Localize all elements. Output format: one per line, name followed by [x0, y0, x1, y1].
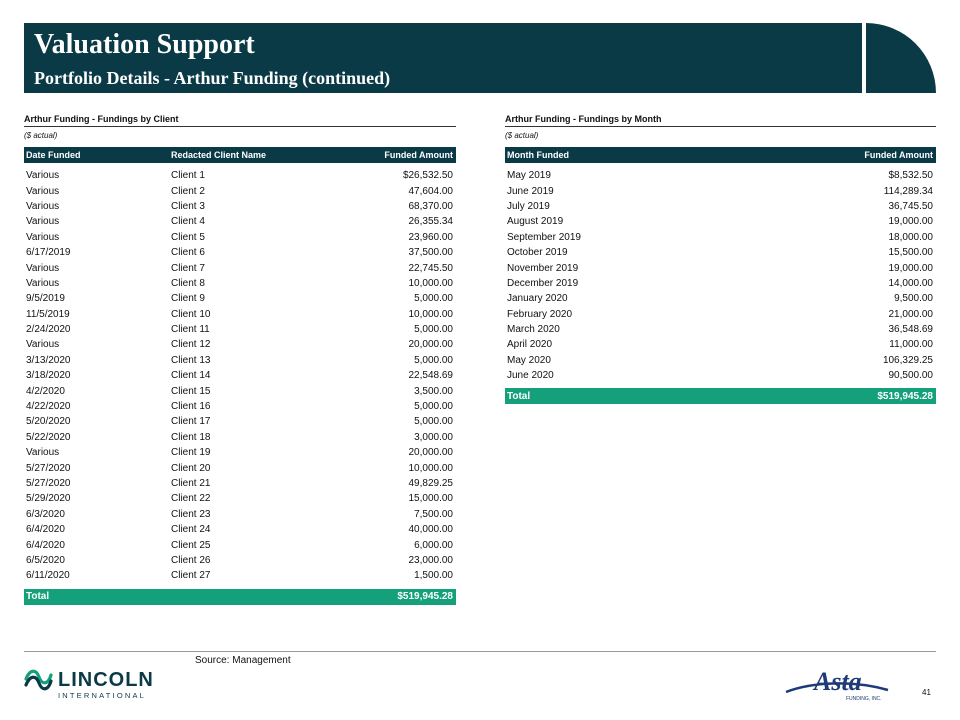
date-cell: Various [26, 231, 60, 243]
client-cell: Client 3 [171, 200, 205, 212]
page-subtitle: Portfolio Details - Arthur Funding (continued) [34, 68, 391, 88]
date-cell: 9/5/2019 [26, 293, 65, 305]
client-cell: Client 25 [171, 539, 211, 551]
table-row [505, 214, 936, 229]
amount-cell: 37,500.00 [408, 247, 453, 259]
amount-cell: 20,000.00 [408, 447, 453, 459]
client-cell: Client 16 [171, 401, 211, 413]
amount-cell: 5,000.00 [414, 293, 453, 305]
client-cell: Client 27 [171, 570, 211, 582]
amount-cell: 6,000.00 [414, 539, 453, 551]
asta-funding-logo [782, 664, 892, 704]
month-table-total-row [505, 388, 936, 404]
corner-quarter-circle-decoration [866, 23, 936, 93]
table-row [24, 291, 456, 306]
amount-cell: 3,500.00 [414, 385, 453, 397]
date-cell: Various [26, 170, 60, 182]
client-cell: Client 20 [171, 462, 211, 474]
month-cell: June 2020 [507, 370, 554, 382]
amount-cell: 9,500.00 [894, 293, 933, 305]
month-cell: July 2019 [507, 200, 550, 212]
total-value: $519,945.28 [877, 390, 933, 402]
amount-cell: 90,500.00 [888, 370, 933, 382]
date-cell: 6/5/2020 [26, 554, 65, 566]
amount-cell: 3,000.00 [414, 431, 453, 443]
client-table-title: Arthur Funding - Fundings by Client [24, 114, 179, 124]
amount-cell: 36,548.69 [888, 324, 933, 336]
client-cell: Client 6 [171, 247, 205, 259]
amount-cell: 49,829.25 [408, 478, 453, 489]
total-label: Total [507, 390, 531, 402]
table-row [505, 168, 936, 183]
date-cell: 5/22/2020 [26, 431, 71, 443]
svg-text:LINCOLN: LINCOLN [58, 669, 154, 691]
date-cell: Various [26, 185, 60, 197]
amount-cell: 19,000.00 [888, 262, 933, 274]
table-row [505, 307, 936, 322]
month-cell: May 2019 [507, 170, 551, 182]
table-row [24, 276, 456, 291]
amount-cell: $26,532.50 [402, 170, 453, 182]
table-row [24, 168, 456, 183]
fundings-by-month-panel [505, 112, 936, 404]
table-row [24, 383, 456, 398]
table-row [24, 399, 456, 414]
table-row [24, 445, 456, 460]
client-table-units: ($ actual) [24, 131, 58, 140]
month-cell: May 2020 [507, 354, 551, 366]
client-cell: Client 14 [171, 370, 211, 382]
divider [505, 126, 936, 127]
client-table-header [24, 147, 456, 163]
client-cell: Client 12 [171, 339, 211, 351]
client-cell: Client 17 [171, 416, 211, 428]
date-cell: 6/17/2019 [26, 247, 71, 259]
date-cell: 6/4/2020 [26, 524, 65, 536]
table-row [24, 491, 456, 506]
amount-cell: 10,000.00 [408, 308, 453, 320]
table-row [24, 322, 456, 337]
table-row [24, 476, 456, 491]
table-row [24, 230, 456, 245]
amount-cell: 114,289.34 [883, 185, 933, 197]
amount-cell: 5,000.00 [414, 401, 453, 413]
table-row [24, 245, 456, 260]
lincoln-international-logo [24, 665, 174, 701]
client-cell: Client 8 [171, 277, 205, 289]
client-cell: Client 5 [171, 231, 205, 243]
amount-cell: 10,000.00 [408, 277, 453, 289]
table-row [24, 522, 456, 537]
client-table-total-row [24, 589, 456, 605]
table-row [24, 214, 456, 229]
amount-cell: 68,370.00 [408, 200, 453, 212]
amount-cell: 21,000.00 [888, 308, 933, 320]
amount-cell: 106,329.25 [882, 354, 933, 366]
client-cell: Client 9 [171, 293, 205, 305]
amount-cell: 7,500.00 [414, 508, 453, 520]
table-row [24, 260, 456, 275]
footer-divider [24, 651, 936, 652]
table-row [24, 199, 456, 214]
title-banner [24, 23, 862, 93]
page-number: 41 [922, 688, 931, 697]
page-title: Valuation Support [34, 29, 255, 60]
date-cell: 4/22/2020 [26, 401, 71, 413]
client-cell: Client 7 [171, 262, 205, 274]
amount-cell: 23,960.00 [408, 231, 453, 243]
table-row [505, 337, 936, 352]
amount-cell: 23,000.00 [408, 554, 453, 566]
date-cell: 3/13/2020 [26, 354, 71, 366]
column-header-month: Month Funded [507, 150, 569, 160]
amount-cell: 5,000.00 [414, 354, 453, 366]
date-cell: 2/24/2020 [26, 324, 71, 336]
amount-cell: 18,000.00 [888, 231, 933, 243]
date-cell: 6/3/2020 [26, 508, 65, 520]
total-value: $519,945.28 [397, 591, 453, 603]
date-cell: 5/27/2020 [26, 478, 71, 489]
date-cell: Various [26, 262, 60, 274]
table-row [505, 322, 936, 337]
date-cell: Various [26, 447, 60, 459]
table-row [24, 307, 456, 322]
client-table-body [24, 168, 456, 584]
date-cell: 5/27/2020 [26, 462, 71, 474]
source-note: Source: Management [195, 655, 291, 666]
month-table-body [505, 168, 936, 383]
client-cell: Client 13 [171, 354, 211, 366]
date-cell: Various [26, 277, 60, 289]
month-cell: November 2019 [507, 262, 579, 274]
client-cell: Client 11 [171, 324, 210, 336]
column-header-client: Redacted Client Name [171, 150, 267, 160]
total-label: Total [26, 591, 50, 603]
table-row [24, 460, 456, 475]
amount-cell: 5,000.00 [414, 416, 453, 428]
client-cell: Client 24 [171, 524, 211, 536]
client-cell: Client 18 [171, 431, 211, 443]
table-row [24, 414, 456, 429]
amount-cell: 15,500.00 [888, 247, 933, 259]
table-row [505, 276, 936, 291]
month-cell: February 2020 [507, 308, 573, 320]
client-cell: Client 1 [171, 170, 205, 182]
svg-text:FUNDING, INC.: FUNDING, INC. [846, 696, 882, 702]
month-cell: December 2019 [507, 277, 579, 289]
client-cell: Client 4 [171, 216, 205, 228]
table-row [24, 537, 456, 552]
table-row [24, 183, 456, 198]
column-header-amount: Funded Amount [384, 150, 453, 160]
date-cell: Various [26, 339, 60, 351]
amount-cell: 40,000.00 [408, 524, 453, 536]
client-cell: Client 19 [171, 447, 211, 459]
client-cell: Client 22 [171, 493, 211, 505]
month-cell: March 2020 [507, 324, 560, 336]
date-cell: 6/4/2020 [26, 539, 65, 551]
month-table-units: ($ actual) [505, 131, 539, 140]
table-row [505, 368, 936, 383]
svg-text:Asta: Asta [814, 667, 862, 696]
amount-cell: 10,000.00 [408, 462, 453, 474]
date-cell: 3/18/2020 [26, 370, 71, 382]
date-cell: 11/5/2019 [26, 308, 70, 320]
amount-cell: 11,000.00 [889, 339, 933, 351]
month-table-title: Arthur Funding - Fundings by Month [505, 114, 662, 124]
client-cell: Client 2 [171, 185, 205, 197]
table-row [24, 337, 456, 352]
month-cell: August 2019 [507, 216, 564, 228]
table-row [505, 245, 936, 260]
amount-cell: 36,745.50 [888, 200, 933, 212]
table-row [24, 430, 456, 445]
amount-cell: 26,355.34 [408, 216, 453, 228]
fundings-by-client-panel [24, 112, 456, 605]
client-cell: Client 10 [171, 308, 211, 320]
amount-cell: 20,000.00 [408, 339, 453, 351]
table-row [24, 553, 456, 568]
client-cell: Client 26 [171, 554, 211, 566]
month-cell: October 2019 [507, 247, 568, 259]
client-cell: Client 23 [171, 508, 211, 520]
date-cell: 6/11/2020 [26, 570, 70, 582]
amount-cell: 22,745.50 [408, 262, 453, 274]
table-row [24, 368, 456, 383]
table-row [24, 507, 456, 522]
amount-cell: $8,532.50 [888, 170, 933, 182]
month-cell: January 2020 [507, 293, 568, 305]
month-cell: April 2020 [507, 339, 553, 351]
column-header-date: Date Funded [26, 150, 81, 160]
table-row [505, 183, 936, 198]
month-cell: September 2019 [507, 231, 581, 243]
amount-cell: 47,604.00 [408, 185, 453, 197]
client-cell: Client 15 [171, 385, 211, 397]
amount-cell: 1,500.00 [414, 570, 453, 582]
column-header-amount: Funded Amount [864, 150, 933, 160]
date-cell: Various [26, 200, 60, 212]
table-row [505, 291, 936, 306]
client-cell: Client 21 [171, 478, 211, 489]
amount-cell: 14,000.00 [888, 277, 933, 289]
table-row [505, 260, 936, 275]
month-table-header [505, 147, 936, 163]
table-row [24, 353, 456, 368]
date-cell: Various [26, 216, 60, 228]
svg-text:INTERNATIONAL: INTERNATIONAL [58, 691, 147, 700]
divider [24, 126, 456, 127]
table-row [24, 568, 456, 583]
table-row [505, 230, 936, 245]
date-cell: 5/29/2020 [26, 493, 71, 505]
amount-cell: 19,000.00 [888, 216, 933, 228]
table-row [505, 353, 936, 368]
amount-cell: 22,548.69 [408, 370, 453, 382]
date-cell: 5/20/2020 [26, 416, 71, 428]
amount-cell: 5,000.00 [414, 324, 453, 336]
amount-cell: 15,000.00 [408, 493, 453, 505]
table-row [505, 199, 936, 214]
month-cell: June 2019 [507, 185, 554, 197]
date-cell: 4/2/2020 [26, 385, 65, 397]
